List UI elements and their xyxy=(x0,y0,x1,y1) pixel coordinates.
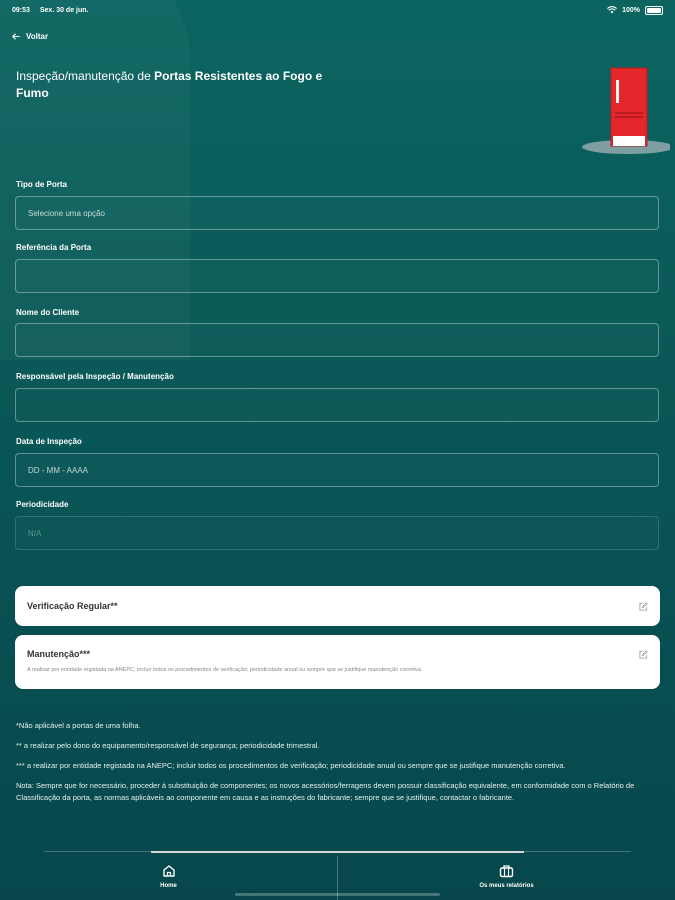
footnote: Nota: Sempre que for necessário, proceder à substituição de componentes; os novos acessórios/ferragens devem possuir classificação equivalente, em conformidade com o Relatório de Classificação da porta, as normas aplicáveis ao componente em causa e as instruções do fabricante; sempre que se justifique, contactar o fabricante. xyxy=(16,781,635,802)
periodicity-field xyxy=(15,516,659,550)
page-title xyxy=(16,68,346,102)
page-title-prefix: Inspeção/manutenção de xyxy=(16,69,155,83)
maintenance-description: A realizar por entidade registada na ANEPC; incluir todos os procedimentos de verificação; periodicidade anual ou sempre que se justifique manutenção corretiva. xyxy=(27,667,423,673)
inspection-date-label: Data de Inspeção xyxy=(16,437,82,446)
battery-percent: 100% xyxy=(622,6,640,14)
periodicity-label: Periodicidade xyxy=(16,500,69,509)
door-type-select[interactable] xyxy=(15,196,659,230)
client-name-label: Nome do Cliente xyxy=(16,308,80,317)
briefcase-icon xyxy=(499,864,514,878)
home-indicator xyxy=(235,893,440,896)
home-icon xyxy=(162,864,176,878)
arrow-left-icon xyxy=(12,33,20,40)
status-date: Sex. 30 de jun. xyxy=(39,6,89,14)
status-time: 09:53 xyxy=(12,6,30,14)
door-reference-input[interactable] xyxy=(15,259,659,293)
door-type-label: Tipo de Porta xyxy=(16,180,67,189)
battery-icon xyxy=(645,6,663,15)
footnotes xyxy=(16,720,646,812)
door-type-value: Selecione uma opção xyxy=(28,208,105,218)
inspection-date-input[interactable] xyxy=(15,453,659,487)
wifi-icon xyxy=(607,6,617,14)
back-label: Voltar xyxy=(26,32,49,41)
regular-verification-title: Verificação Regular** xyxy=(27,601,118,611)
back-button[interactable] xyxy=(12,32,48,41)
tab-my-reports-label: Os meus relatórios xyxy=(479,882,534,889)
periodicity-value: N/A xyxy=(28,528,42,538)
door-reference-label: Referência da Porta xyxy=(16,243,92,252)
footnote: ** a realizar pelo dono do equipamento/responsável de segurança; periodicidade trimestral. xyxy=(16,741,320,750)
status-bar xyxy=(12,4,663,16)
responsible-label: Responsável pela Inspeção / Manutenção xyxy=(16,372,174,381)
tab-home-label: Home xyxy=(160,882,177,889)
maintenance-title: Manutenção*** xyxy=(27,649,91,659)
client-name-input[interactable] xyxy=(15,323,659,357)
edit-icon[interactable] xyxy=(639,650,648,659)
footnote: *Não aplicável a portas de uma folha. xyxy=(16,721,141,730)
inspection-date-placeholder: DD - MM - AAAA xyxy=(28,465,89,475)
page-title-bold: Portas Resistentes ao Fogo e Fumo xyxy=(16,69,323,100)
footnote: *** a realizar por entidade registada na ANEPC; incluir todos os procedimentos de verificação; periodicidade anual ou sempre que se justifique manutenção corretiva. xyxy=(16,761,566,770)
regular-verification-card[interactable] xyxy=(15,586,660,626)
maintenance-card[interactable] xyxy=(15,635,660,689)
fire-door-illustration xyxy=(580,64,670,159)
edit-icon[interactable] xyxy=(639,602,648,611)
responsible-input[interactable] xyxy=(15,388,659,422)
